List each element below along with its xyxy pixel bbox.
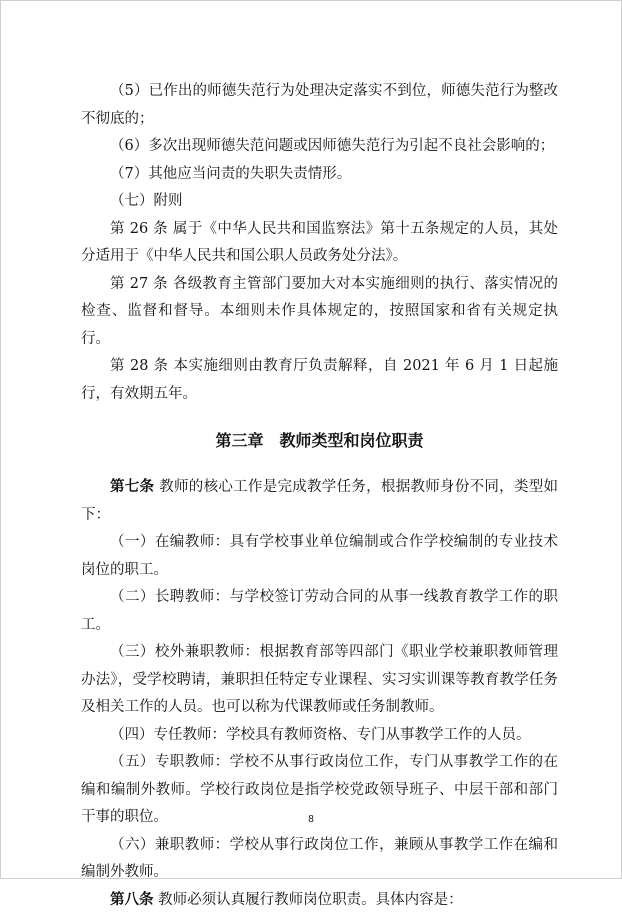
article-26: 第 26 条 属于《中华人民共和国监察法》第十五条规定的人员，其处分适用于《中华人民共和国公职人员政务处分法》。 bbox=[81, 216, 558, 271]
paragraph-item-5: （5）已作出的师德失范行为处理决定落实不到位，师德失范行为整改不彻底的； bbox=[81, 78, 558, 133]
article-27: 第 27 条 各级教育主管部门要加大对本实施细则的执行、落实情况的检查、监督和督导。本细则未作具体规定的，按照国家和省有关规定执行。 bbox=[81, 271, 558, 354]
article-8 bbox=[81, 887, 558, 914]
paragraph-item-6: （6）多次出现师德失范问题或因师德失范行为引起不良社会影响的； bbox=[81, 133, 558, 161]
page-number: 8 bbox=[1, 814, 621, 825]
article-7-text: 教师的核心工作是完成教学任务，根据教师身份不同，类型如下： bbox=[81, 479, 558, 523]
teacher-type-6: （六）兼职教师：学校从事行政岗位工作，兼顾从事教学工作在编和编制外教师。 bbox=[81, 832, 558, 887]
page-content bbox=[81, 78, 558, 914]
article-28: 第 28 条 本实施细则由教育厅负责解释，自 2021 年 6 月 1 日起施行，有效期五年。 bbox=[81, 353, 558, 408]
teacher-type-5: （五）专职教师：学校不从事行政岗位工作，专门从事教学工作的在编和编制外教师。学校行政岗位是指学校党政领导班子、中层干部和部门干事的职位。 bbox=[81, 749, 558, 832]
article-8-text: 教师必须认真履行教师岗位职责。具体内容是： bbox=[158, 892, 463, 908]
paragraph-item-7: （7）其他应当问责的失职失责情形。 bbox=[81, 161, 558, 189]
teacher-type-1: （一）在编教师：具有学校事业单位编制或合作学校编制的专业技术岗位的职工。 bbox=[81, 529, 558, 584]
article-8-label: 第八条 bbox=[110, 892, 154, 908]
section-heading-appendix: （七）附则 bbox=[81, 188, 558, 216]
chapter-title: 第三章 教师类型和岗位职责 bbox=[81, 426, 558, 456]
article-7-label: 第七条 bbox=[110, 479, 154, 495]
teacher-type-3: （三）校外兼职教师：根据教育部等四部门《职业学校兼职教师管理办法》，受学校聘请，兼职担任特定专业课程、实习实训课等教育教学任务及相关工作的人员。也可以称为代课教师或任务制教师。 bbox=[81, 639, 558, 722]
teacher-type-4: （四）专任教师：学校具有教师资格、专门从事教学工作的人员。 bbox=[81, 722, 558, 750]
article-7 bbox=[81, 474, 558, 529]
teacher-type-2: （二）长聘教师：与学校签订劳动合同的从事一线教育教学工作的职工。 bbox=[81, 584, 558, 639]
